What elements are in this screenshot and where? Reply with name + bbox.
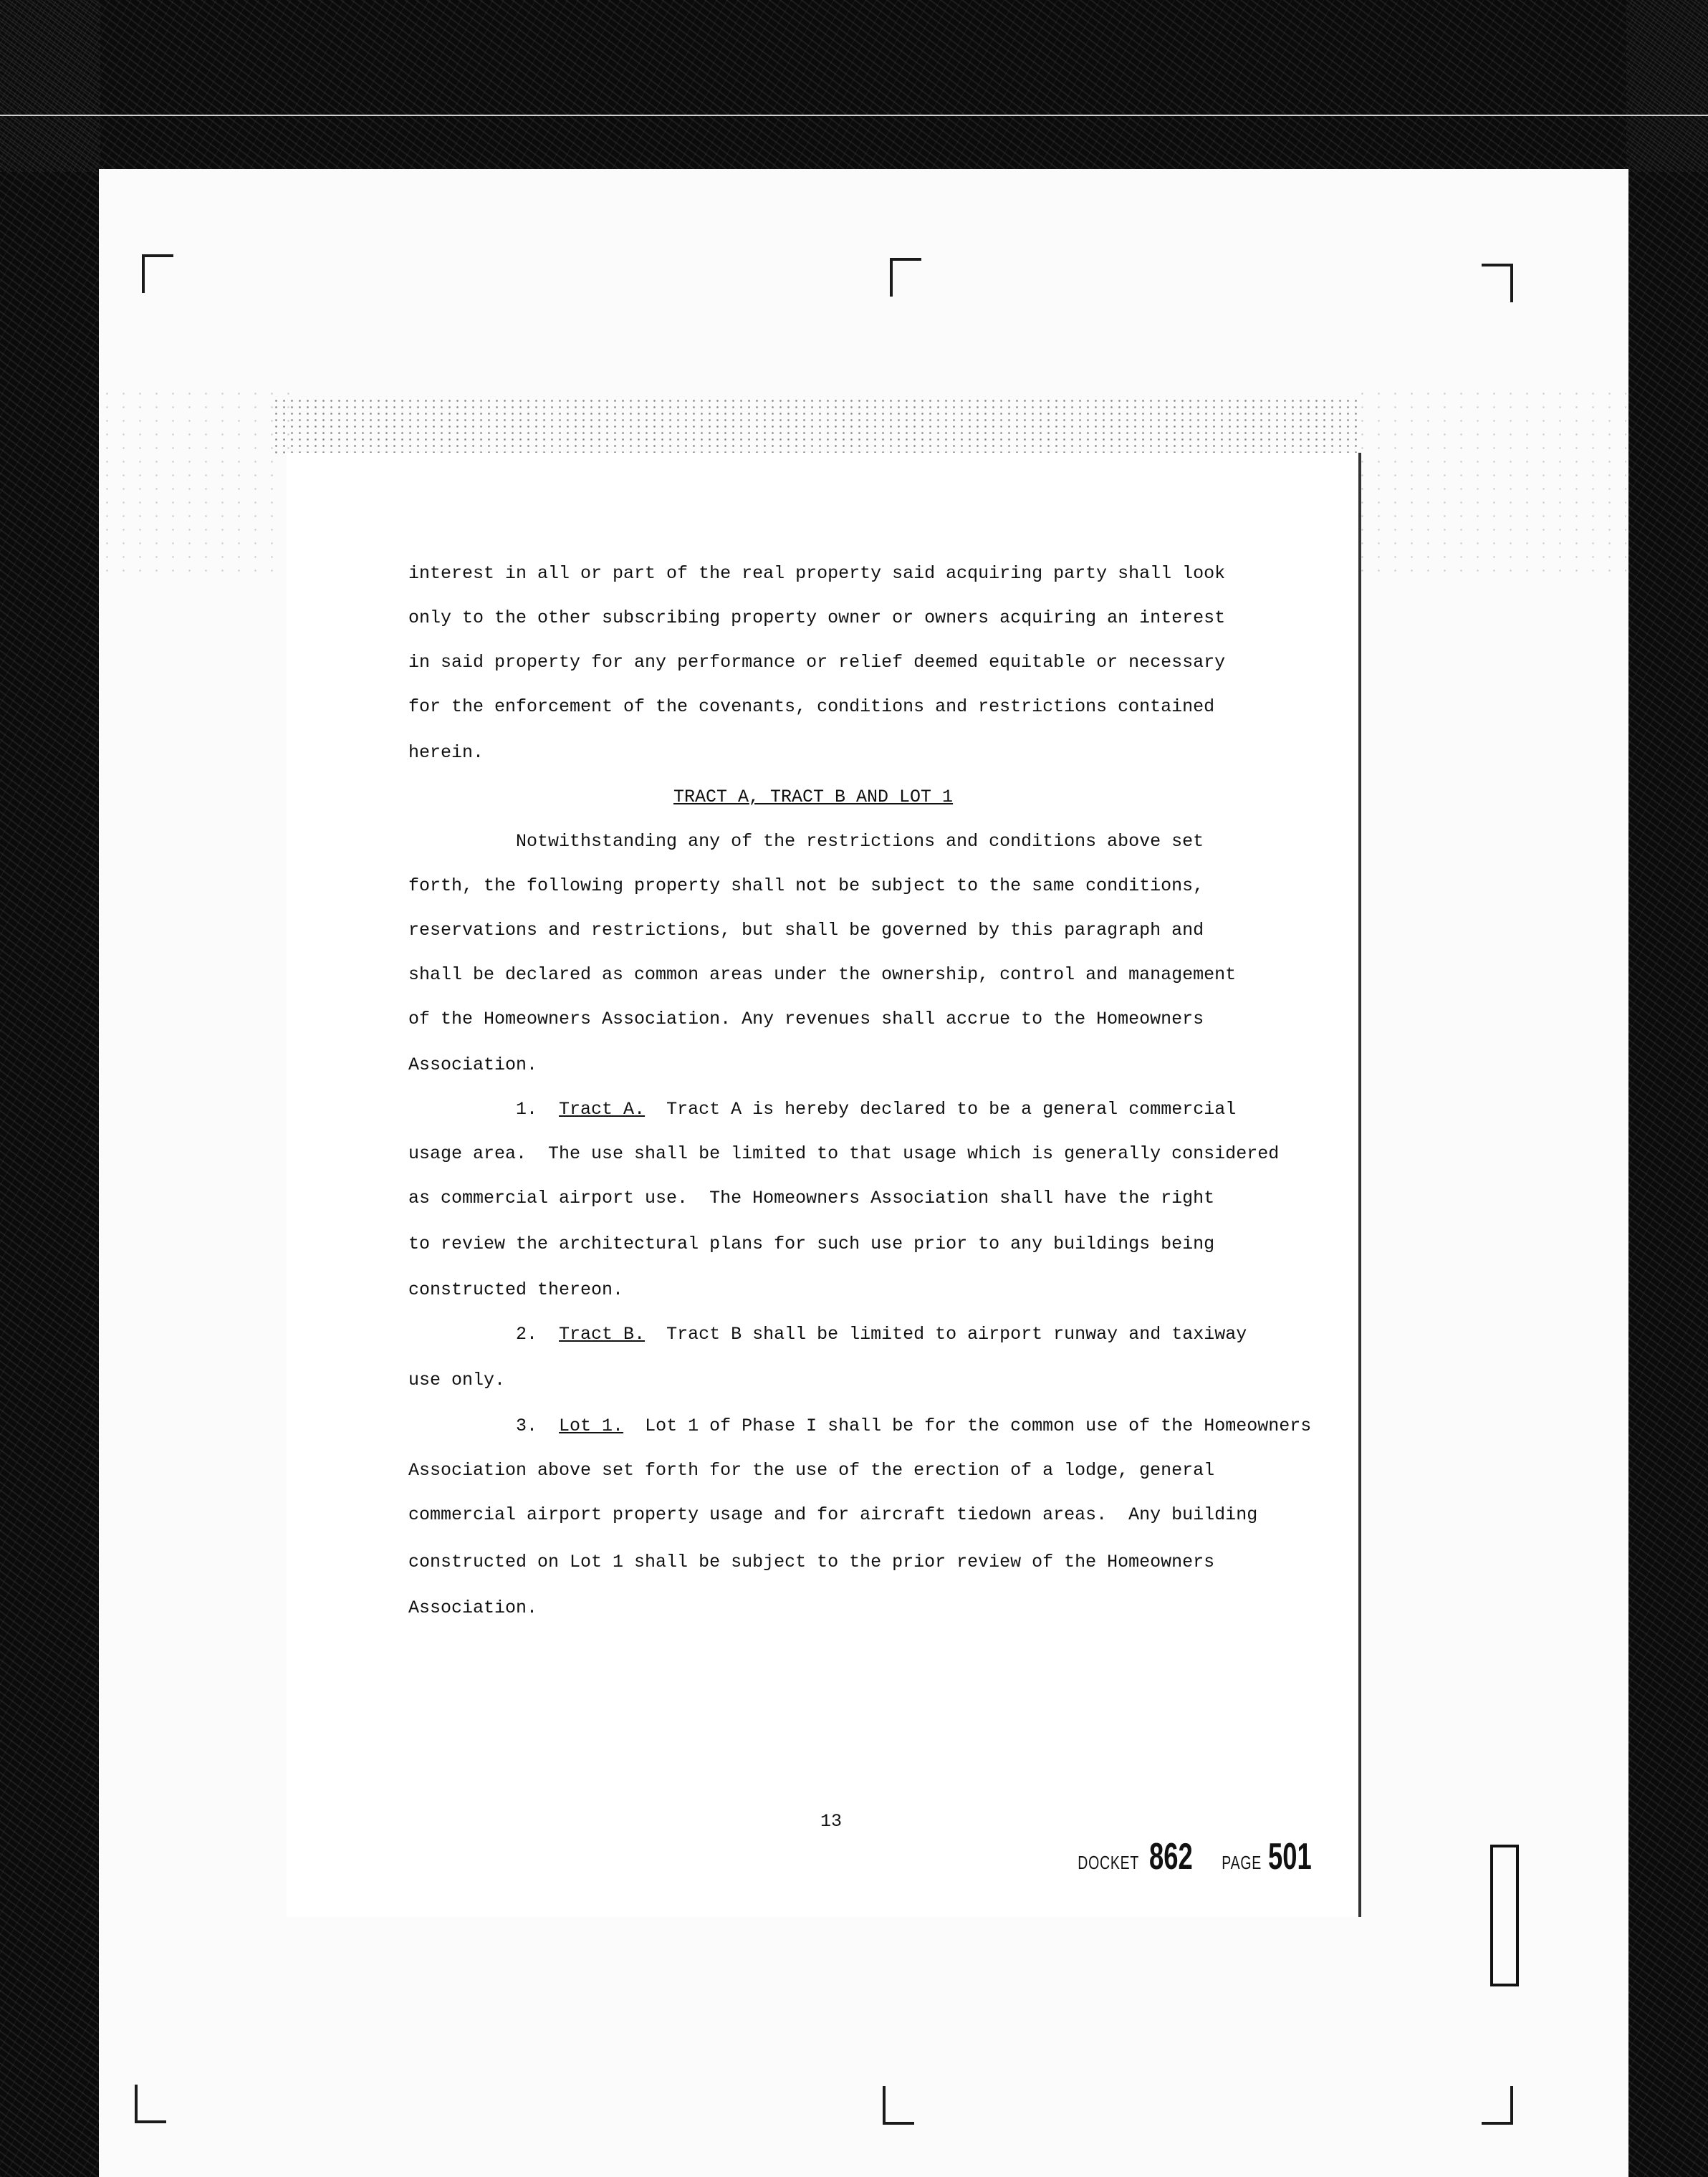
text-line: only to the other subscribing property owner or owners acquiring an interest	[408, 607, 1226, 628]
page-label: PAGE	[1221, 1852, 1262, 1873]
text-line: to review the architectural plans for such use prior to any buildings being	[408, 1234, 1215, 1254]
text-line: usage area. The use shall be limited to that usage which is generally considered	[408, 1143, 1280, 1164]
text-line: reservations and restrictions, but shall be governed by this paragraph and	[408, 920, 1204, 941]
item-title: Tract B.	[559, 1324, 646, 1345]
list-item-tract-b	[408, 1324, 1247, 1345]
text-line: in said property for any performance or relief deemed equitable or necessary	[408, 652, 1226, 673]
docket-stamp	[1068, 1835, 1330, 1878]
docket-page-number: 501	[1267, 1836, 1312, 1878]
text-line: constructed thereon.	[408, 1279, 624, 1300]
section-heading: TRACT A, TRACT B AND LOT 1	[673, 787, 954, 807]
item-number: 3.	[408, 1416, 560, 1436]
text-line: Notwithstanding any of the restrictions and conditions above set	[408, 831, 1204, 852]
docket-number: 862	[1149, 1836, 1194, 1878]
crop-mark	[890, 258, 921, 297]
text-line: herein.	[408, 742, 484, 763]
scan-noise	[1354, 387, 1626, 580]
crop-mark	[1482, 264, 1513, 302]
scan-border-right	[1626, 0, 1708, 2177]
text-line: forth, the following property shall not be subject to the same conditions,	[408, 875, 1204, 896]
text-line: for the enforcement of the covenants, conditions and restrictions contained	[408, 696, 1215, 717]
text-line: use only.	[408, 1370, 506, 1390]
item-text: Tract A is hereby declared to be a general commercial	[645, 1099, 1237, 1120]
crop-mark	[883, 2086, 914, 2125]
item-text: Tract B shall be limited to airport runway and taxiway	[645, 1324, 1247, 1345]
page-number: 13	[820, 1811, 843, 1832]
text-line: shall be declared as common areas under the ownership, control and management	[408, 964, 1237, 985]
scan-border-top	[0, 0, 1708, 172]
text-line: Association.	[408, 1597, 538, 1618]
scan-noise	[272, 398, 1361, 455]
item-title: Lot 1.	[559, 1416, 624, 1436]
scan-border-left	[0, 0, 100, 2177]
scan-line	[0, 115, 1708, 116]
text-line: commercial airport property usage and for aircraft tiedown areas. Any building	[408, 1504, 1258, 1525]
list-item-tract-a	[408, 1099, 1236, 1120]
text-line: Association.	[408, 1054, 538, 1075]
text-line: as commercial airport use. The Homeowners Association shall have the right	[408, 1188, 1215, 1208]
item-number: 1.	[408, 1099, 560, 1120]
text-line: of the Homeowners Association. Any revenues shall accrue to the Homeowners	[408, 1009, 1204, 1029]
item-number: 2.	[408, 1324, 560, 1345]
item-title: Tract A.	[559, 1099, 646, 1120]
list-item-lot-1	[408, 1416, 1311, 1436]
item-text: Lot 1 of Phase I shall be for the common use of the Homeowners	[623, 1416, 1312, 1436]
crop-mark	[135, 2085, 166, 2123]
crop-mark	[1482, 2086, 1513, 2125]
crop-mark	[142, 254, 173, 293]
scan-noise	[99, 387, 292, 580]
text-line: interest in all or part of the real property said acquiring party shall look	[408, 563, 1226, 584]
text-line: Association above set forth for the use of the erection of a lodge, general	[408, 1460, 1215, 1481]
text-line: constructed on Lot 1 shall be subject to the prior review of the Homeowners	[408, 1552, 1215, 1572]
docket-label: DOCKET	[1078, 1852, 1140, 1873]
frame-bracket	[1490, 1845, 1519, 1986]
